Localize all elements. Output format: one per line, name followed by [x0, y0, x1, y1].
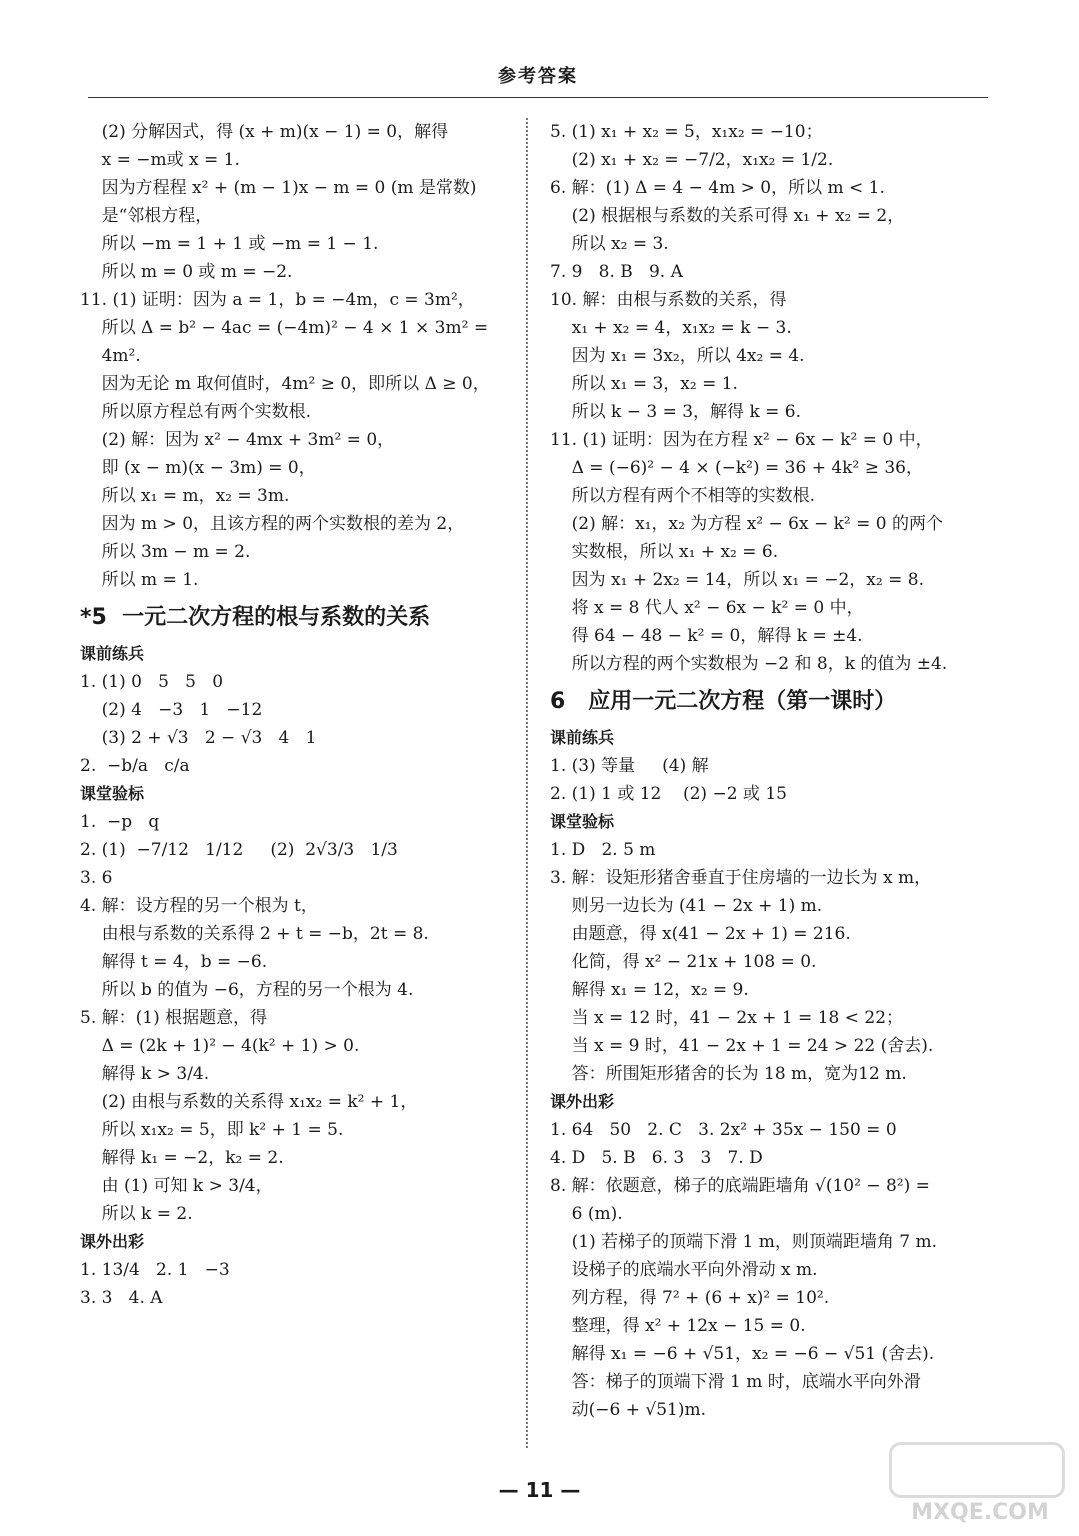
- answer-line: 所以原方程总有两个实数根.: [80, 402, 312, 422]
- answer-line: 所以 m = 1.: [80, 570, 199, 590]
- subsection-heading: 课前练兵: [80, 644, 145, 663]
- answer-line: 因为方程程 x² + (m − 1)x − m = 0 (m 是常数): [80, 178, 477, 198]
- answer-line: 解得 x₁ = −6 + √51，x₂ = −6 − √51 (舍去).: [550, 1344, 935, 1364]
- answer-line: 设梯子的底端水平向外滑动 x m.: [550, 1260, 818, 1280]
- answer-line: 1. −p q: [80, 812, 160, 832]
- answer-line: (1) 若梯子的顶端下滑 1 m，则顶端距墙角 7 m.: [550, 1232, 937, 1252]
- answer-line: 5. (1) x₁ + x₂ = 5，x₁x₂ = −10；: [550, 122, 823, 142]
- answer-line: (2) 由根与系数的关系得 x₁x₂ = k² + 1，: [80, 1092, 418, 1112]
- page-header: 参考答案: [498, 66, 578, 87]
- answer-line: Δ = (−6)² − 4 × (−k²) = 36 + 4k² ≥ 36，: [550, 458, 923, 478]
- answer-line: 3. 6: [80, 868, 113, 888]
- answer-line: Δ = (2k + 1)² − 4(k² + 1) > 0.: [80, 1036, 360, 1056]
- answer-line: 6. 解：(1) Δ = 4 − 4m > 0，所以 m < 1.: [550, 178, 885, 198]
- section-heading: 6 应用一元二次方程（第一课时）: [550, 689, 897, 714]
- answer-line: 即 (x − m)(x − 3m) = 0，: [80, 458, 316, 478]
- answer-line: 整理，得 x² + 12x − 15 = 0.: [550, 1316, 806, 1336]
- answer-line: 2. (1) −7/12 1/12 (2) 2√3/3 1/3: [80, 840, 398, 860]
- subsection-heading: 课堂验标: [550, 812, 615, 831]
- answer-line: 实数根，所以 x₁ + x₂ = 6.: [550, 542, 779, 562]
- answer-line: 所以 −m = 1 + 1 或 −m = 1 − 1.: [80, 234, 379, 254]
- answer-line: 答：梯子的顶端下滑 1 m 时，底端水平向外滑: [550, 1372, 921, 1392]
- answer-line: 1. (1) 0 5 5 0: [80, 672, 224, 692]
- answer-line: 因为 x₁ + 2x₂ = 14，所以 x₁ = −2，x₂ = 8.: [550, 570, 924, 590]
- answer-line: 答：所围矩形猪舍的长为 18 m，宽为12 m.: [550, 1064, 907, 1084]
- answer-line: 解得 k₁ = −2，k₂ = 2.: [80, 1148, 284, 1168]
- answer-line: 所以 Δ = b² − 4ac = (−4m)² − 4 × 1 × 3m² =: [80, 318, 489, 338]
- answer-line: 所以 3m − m = 2.: [80, 542, 251, 562]
- column-divider: [526, 118, 528, 1448]
- answer-line: 1. 64 50 2. C 3. 2x² + 35x − 150 = 0: [550, 1120, 897, 1140]
- answer-line: 所以 m = 0 或 m = −2.: [80, 262, 293, 282]
- answer-line: 2. −b/a c/a: [80, 756, 190, 776]
- header-rule: [88, 97, 988, 98]
- answer-line: 所以 b 的值为 −6，方程的另一个根为 4.: [80, 980, 414, 1000]
- right-column: [550, 118, 990, 1424]
- page-number: — 11 —: [498, 1478, 581, 1502]
- answer-line: 2. (1) 1 或 12 (2) −2 或 15: [550, 784, 787, 804]
- answer-line: x₁ + x₂ = 4，x₁x₂ = k − 3.: [550, 318, 792, 338]
- answer-line: 4m².: [80, 346, 141, 366]
- answer-line: (2) 4 −3 1 −12: [80, 700, 263, 720]
- answer-line: 7. 9 8. B 9. A: [550, 262, 683, 282]
- answer-line: 11. (1) 证明：因为 a = 1，b = −4m，c = 3m²，: [80, 290, 475, 310]
- answer-line: 因为无论 m 取何值时，4m² ≥ 0，即所以 Δ ≥ 0，: [80, 374, 490, 394]
- subsection-heading: 课外出彩: [80, 1232, 145, 1251]
- answer-line: 由 (1) 可知 k > 3/4，: [80, 1176, 273, 1196]
- answer-line: 4. 解：设方程的另一个根为 t，: [80, 896, 318, 916]
- answer-line: 1. (3) 等量 (4) 解: [550, 756, 709, 776]
- answer-line: 当 x = 12 时，41 − 2x + 1 = 18 < 22；: [550, 1008, 904, 1028]
- answer-line: 3. 3 4. A: [80, 1288, 163, 1308]
- answer-line: 所以 x₁ = m，x₂ = 3m.: [80, 486, 290, 506]
- subsection-heading: 课外出彩: [550, 1092, 615, 1111]
- answer-line: 所以 k = 2.: [80, 1204, 193, 1224]
- answer-line: 11. (1) 证明：因为在方程 x² − 6x − k² = 0 中，: [550, 430, 933, 450]
- answer-line: 当 x = 9 时，41 − 2x + 1 = 24 > 22 (舍去).: [550, 1036, 934, 1056]
- answer-line: 所以 k − 3 = 3，解得 k = 6.: [550, 402, 802, 422]
- answer-line: 得 64 − 48 − k² = 0，解得 k = ±4.: [550, 626, 863, 646]
- answer-line: 由题意，得 x(41 − 2x + 1) = 216.: [550, 924, 851, 944]
- answer-line: 所以 x₂ = 3.: [550, 234, 669, 254]
- answer-line: 所以 x₁x₂ = 5，即 k² + 1 = 5.: [80, 1120, 344, 1140]
- answer-line: 因为 x₁ = 3x₂，所以 4x₂ = 4.: [550, 346, 805, 366]
- answer-line: (2) x₁ + x₂ = −7/2，x₁x₂ = 1/2.: [550, 150, 834, 170]
- answer-line: x = −m或 x = 1.: [80, 150, 240, 170]
- answer-line: 6 (m).: [550, 1204, 623, 1224]
- watermark-logo: [895, 1442, 1065, 1528]
- answer-line: 所以方程的两个实数根为 −2 和 8，k 的值为 ±4.: [550, 654, 948, 674]
- answer-line: 解得 t = 4，b = −6.: [80, 952, 268, 972]
- answer-line: 1. 13/4 2. 1 −3: [80, 1260, 230, 1280]
- answer-line: 则另一边长为 (41 − 2x + 1) m.: [550, 896, 823, 916]
- answer-line: (2) 解：因为 x² − 4mx + 3m² = 0，: [80, 430, 395, 450]
- answer-line: 所以方程有两个不相等的实数根.: [550, 486, 816, 506]
- watermark-text: MXQE.COM: [911, 1500, 1049, 1525]
- answer-line: 化简，得 x² − 21x + 108 = 0.: [550, 952, 817, 972]
- answer-line: 10. 解：由根与系数的关系，得: [550, 290, 787, 310]
- answer-line: 所以 x₁ = 3，x₂ = 1.: [550, 374, 738, 394]
- answer-line: 解得 k > 3/4.: [80, 1064, 210, 1084]
- watermark-badge-icon: [889, 1442, 1065, 1498]
- answer-line: (2) 分解因式，得 (x + m)(x − 1) = 0，解得: [80, 122, 449, 142]
- answer-line: 解得 x₁ = 12，x₂ = 9.: [550, 980, 749, 1000]
- answer-line: 1. D 2. 5 m: [550, 840, 656, 860]
- left-column: [80, 118, 520, 1312]
- answer-line: 8. 解：依题意，梯子的底端距墙角 √(10² − 8²) =: [550, 1176, 930, 1196]
- answer-line: (2) 解：x₁，x₂ 为方程 x² − 6x − k² = 0 的两个: [550, 514, 944, 534]
- answer-line: (3) 2 + √3 2 − √3 4 1: [80, 728, 317, 748]
- answer-line: 5. 解：(1) 根据题意，得: [80, 1008, 268, 1028]
- answer-line: 动(−6 + √51)m.: [550, 1400, 706, 1420]
- answer-line: 因为 m > 0，且该方程的两个实数根的差为 2，: [80, 514, 465, 534]
- answer-line: 由根与系数的关系得 2 + t = −b，2t = 8.: [80, 924, 429, 944]
- subsection-heading: 课堂验标: [80, 784, 145, 803]
- answer-line: 列方程，得 7² + (6 + x)² = 10².: [550, 1288, 830, 1308]
- subsection-heading: 课前练兵: [550, 728, 615, 747]
- answer-line: (2) 根据根与系数的关系可得 x₁ + x₂ = 2，: [550, 206, 905, 226]
- answer-line: 将 x = 8 代人 x² − 6x − k² = 0 中，: [550, 598, 864, 618]
- section-heading: *5 一元二次方程的根与系数的关系: [80, 605, 431, 630]
- answer-line: 是“邻根方程，: [80, 206, 213, 226]
- answer-line: 4. D 5. B 6. 3 3 7. D: [550, 1148, 763, 1168]
- answer-line: 3. 解：设矩形猪舍垂直于住房墙的一边长为 x m，: [550, 868, 932, 888]
